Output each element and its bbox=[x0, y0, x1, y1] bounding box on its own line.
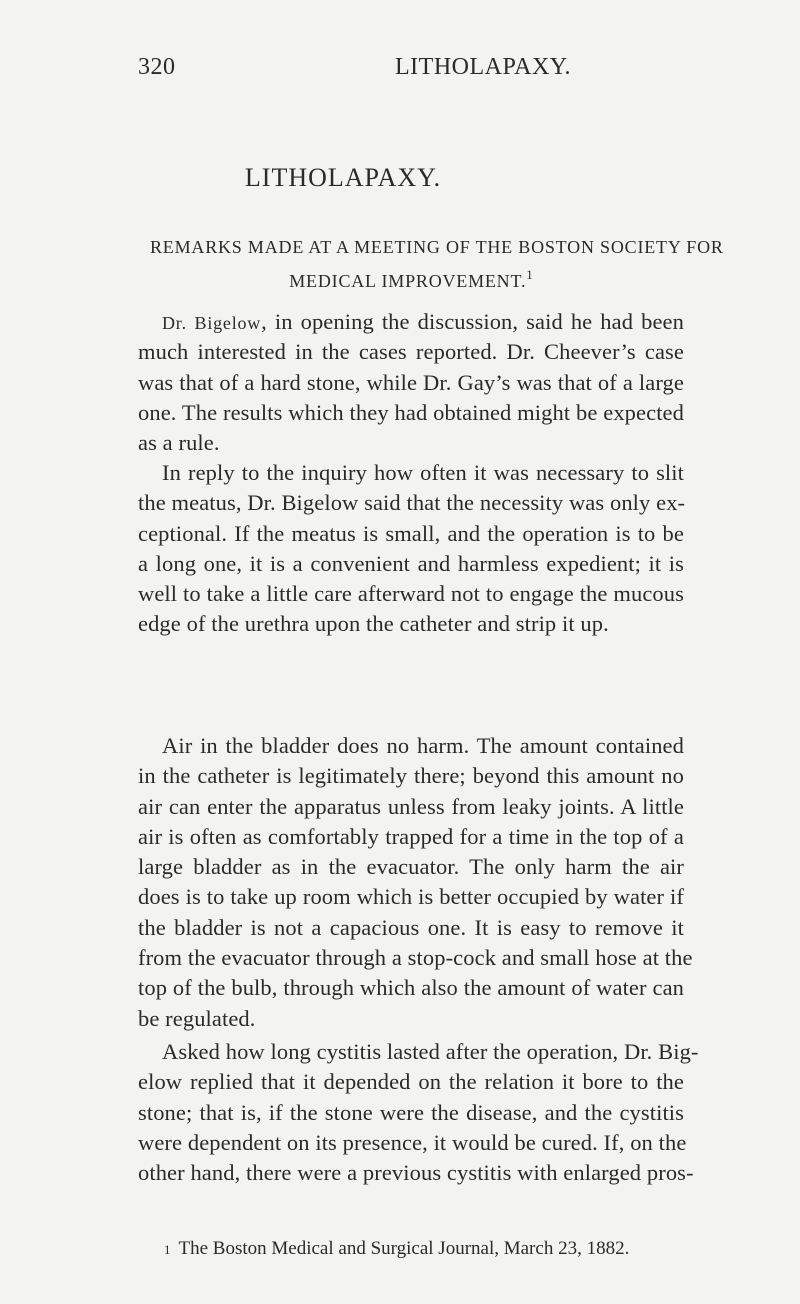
text-line: Asked how long cystitis lasted after the operation, Dr. Big- bbox=[162, 1039, 699, 1064]
footnote-mark: 1 bbox=[164, 1242, 171, 1257]
text-line-content: , in opening the discussion, said he had been bbox=[261, 309, 684, 334]
text-line: were dependent on its presence, it would be cured. If, on the bbox=[138, 1129, 687, 1155]
text-line: edge of the urethra upon the catheter and strip it up. bbox=[138, 611, 609, 637]
paragraph bbox=[138, 731, 693, 1034]
text-line: ceptional. If the meatus is small, and the operation is to be bbox=[138, 520, 684, 546]
text-line: top of the bulb, through which also the amount of water can bbox=[138, 975, 684, 1001]
footnote-text: The Boston Medical and Surgical Journal, March 23, 1882. bbox=[178, 1238, 630, 1259]
running-title: LITHOLAPAXY. bbox=[395, 54, 572, 80]
text-line: a long one, it is a convenient and harmless expedient; it is bbox=[138, 550, 684, 576]
text-line: in the catheter is legitimately there; beyond this amount no bbox=[138, 763, 684, 789]
text-line: one. The results which they had obtained might be expected bbox=[138, 399, 684, 425]
page-number: 320 bbox=[138, 54, 176, 80]
subtitle-line: REMARKS MADE AT A MEETING OF THE BOSTON SOCIETY FOR bbox=[150, 237, 724, 257]
text-line: air is often as comfortably trapped for a time in the top of a bbox=[138, 823, 684, 849]
text-line: as a rule. bbox=[138, 430, 220, 456]
text-line: other hand, there were a previous cystitis with enlarged pros- bbox=[138, 1160, 694, 1186]
text-line: elow replied that it depended on the relation it bore to the bbox=[138, 1069, 684, 1095]
text-line: the bladder is not a capacious one. It is easy to remove it bbox=[138, 914, 684, 940]
text-line: from the evacuator through a stop-cock and small hose at the bbox=[138, 945, 693, 971]
text-line: much interested in the cases reported. Dr. Cheever’s case bbox=[138, 339, 684, 365]
paragraph bbox=[138, 1037, 699, 1188]
article-title: LITHOLAPAXY. bbox=[244, 163, 442, 192]
footnote bbox=[164, 1236, 684, 1263]
text-line: well to take a little care afterward not to engage the mucous bbox=[138, 581, 684, 607]
footnote-reference: 1 bbox=[526, 267, 533, 282]
subtitle-line bbox=[150, 264, 672, 298]
text-line: Air in the bladder does no harm. The amount contained bbox=[162, 733, 684, 758]
paragraph bbox=[138, 307, 684, 458]
text-line bbox=[138, 307, 684, 337]
subtitle-line-text: MEDICAL IMPROVEMENT. bbox=[289, 271, 527, 291]
paragraph bbox=[138, 458, 684, 640]
text-line: air can enter the apparatus unless from leaky joints. A little bbox=[138, 793, 684, 819]
text-line: the meatus, Dr. Bigelow said that the necessity was only ex- bbox=[138, 490, 686, 516]
text-line: does is to take up room which is better occupied by water if bbox=[138, 884, 684, 910]
running-head bbox=[138, 50, 572, 84]
article-subtitle bbox=[150, 230, 724, 298]
text-line: large bladder as in the evacuator. The only harm the air bbox=[138, 854, 684, 880]
text-line: In reply to the inquiry how often it was necessary to slit bbox=[162, 460, 684, 485]
text-line: was that of a hard stone, while Dr. Gay’s was that of a large bbox=[138, 369, 684, 395]
text-line: be regulated. bbox=[138, 1005, 256, 1031]
text-line: stone; that is, if the stone were the disease, and the cystitis bbox=[138, 1099, 684, 1125]
speaker-name: Dr. Bigelow bbox=[162, 313, 262, 333]
